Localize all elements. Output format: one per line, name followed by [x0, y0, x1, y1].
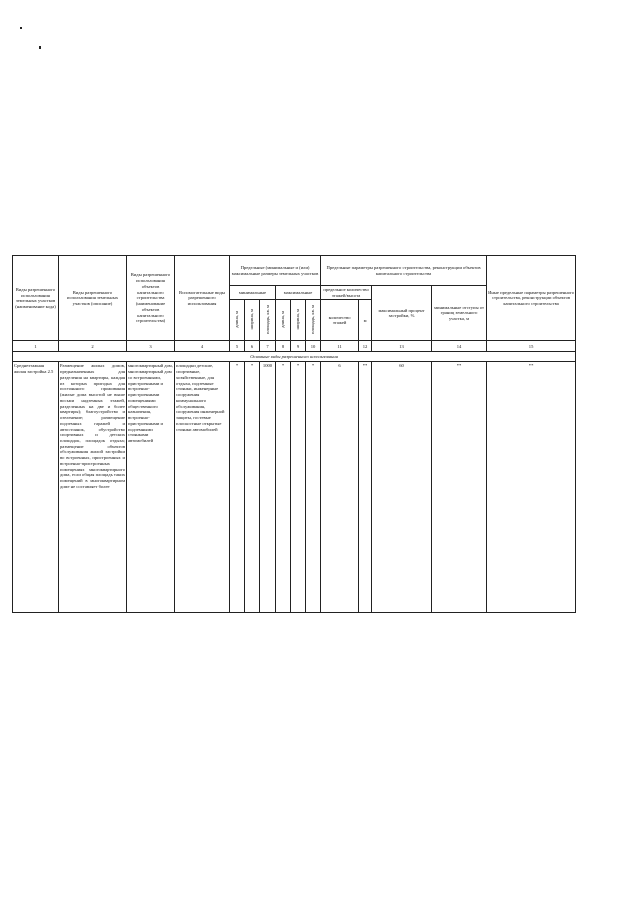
header-max-area: площадь, кв. м — [306, 300, 321, 341]
header-other-params: Иные предельные параметры разрешенного строительства, реконструкции объектов капитального строительства — [487, 256, 576, 341]
cell-min-width: * — [245, 362, 260, 613]
cell-building-types: многоквартирный дом, многоквартирный дом со встроенными, пристроенными и встроенно-пристроенными помещениями общественного назначения, встроенно-пристроенными и подземными стоянками автомобилей — [127, 362, 175, 613]
cell-height-m: ** — [359, 362, 372, 613]
col-number: 3 — [127, 341, 175, 352]
cell-setbacks: ** — [432, 362, 487, 613]
land-use-regulations-table — [12, 255, 576, 613]
cell-floors: 6 — [321, 362, 359, 613]
cell-other-params: ** — [487, 362, 576, 613]
header-row-1 — [13, 256, 576, 286]
table-row — [13, 362, 576, 613]
header-max-length: длина, м — [276, 300, 291, 341]
header-max: максимальные — [276, 286, 321, 300]
col-number: 8 — [276, 341, 291, 352]
section-row — [13, 352, 576, 362]
header-max-width: ширина, м — [291, 300, 306, 341]
header-coverage: максимальный процент застройки, % — [372, 286, 432, 341]
col-number: 13 — [372, 341, 432, 352]
col-number: 11 — [321, 341, 359, 352]
header-setbacks: минимальные отступы от границ земельного участка, м — [432, 286, 487, 341]
cell-auxiliary-uses: площадки детские, спортивные, хозяйственные, для отдыха, подземные стоянки, инженерные сооружения коммунального обслуживания, сооружения инженерной защиты, гостевые плоскостные открытые стоянки автомобилей — [175, 362, 230, 613]
col-number: 14 — [432, 341, 487, 352]
scan-speck — [39, 46, 41, 49]
header-c1: Виды разрешенного использования земельных участков (наименование кода) — [13, 256, 59, 341]
header-min-length: длина, м — [230, 300, 245, 341]
header-min-width: ширина, м — [245, 300, 260, 341]
column-numbers-row — [13, 341, 576, 352]
col-number: 4 — [175, 341, 230, 352]
header-meters: м — [359, 300, 372, 341]
header-c3: Виды разрешенного использования объектов капитального строительства (наименование объектов капитального строительства) — [127, 256, 175, 341]
section-title: Основные виды разрешенного использования — [13, 352, 576, 362]
header-build-params-group: Предельные параметры разрешенного строительства, реконструкции объектов капитального строительства — [321, 256, 487, 286]
cell-max-area: * — [306, 362, 321, 613]
cell-max-length: * — [276, 362, 291, 613]
col-number: 15 — [487, 341, 576, 352]
header-plot-size-group: Предельные (минимальные и (или) максимальные размеры земельных участков — [230, 256, 321, 286]
header-height: предельное количество этажей/высота — [321, 286, 372, 300]
header-c2: Виды разрешенного использования земельных участков (описание) — [59, 256, 127, 341]
col-number: 5 — [230, 341, 245, 352]
cell-max-width: * — [291, 362, 306, 613]
col-number: 6 — [245, 341, 260, 352]
header-floors: количество этажей — [321, 300, 359, 341]
header-min: минимальные — [230, 286, 276, 300]
cell-use-description: Размещение жилых домов, предназначенных для разделения на квартиры, каждая из которых пригодна для постоянного проживания (жилые дома высотой не выше восьми надземных этажей, разделенных на две и более квартиры); благоустройство и озеленение; размещение подземных гаражей и автостоянок, обустройство спортивных и детских площадок, площадок отдыха; размещение объектов обслуживания жилой застройки во встроенных, пристроенных и встроенно-пристроенных помещениях многоквартирного дома, если общая площадь таких помещений в многоквартирном доме не составляет более — [59, 362, 127, 613]
header-min-area: площадь, кв. м — [260, 300, 276, 341]
col-number: 1 — [13, 341, 59, 352]
scan-speck — [20, 27, 22, 29]
col-number: 7 — [260, 341, 276, 352]
col-number: 2 — [59, 341, 127, 352]
cell-coverage: 60 — [372, 362, 432, 613]
col-number: 12 — [359, 341, 372, 352]
cell-use-code: Среднеэтажная жилая застройка 2.5 — [13, 362, 59, 613]
col-number: 9 — [291, 341, 306, 352]
header-c4: Вспомогательные виды разрешенного использования — [175, 256, 230, 341]
col-number: 10 — [306, 341, 321, 352]
cell-min-area: 1000 — [260, 362, 276, 613]
cell-min-length: * — [230, 362, 245, 613]
